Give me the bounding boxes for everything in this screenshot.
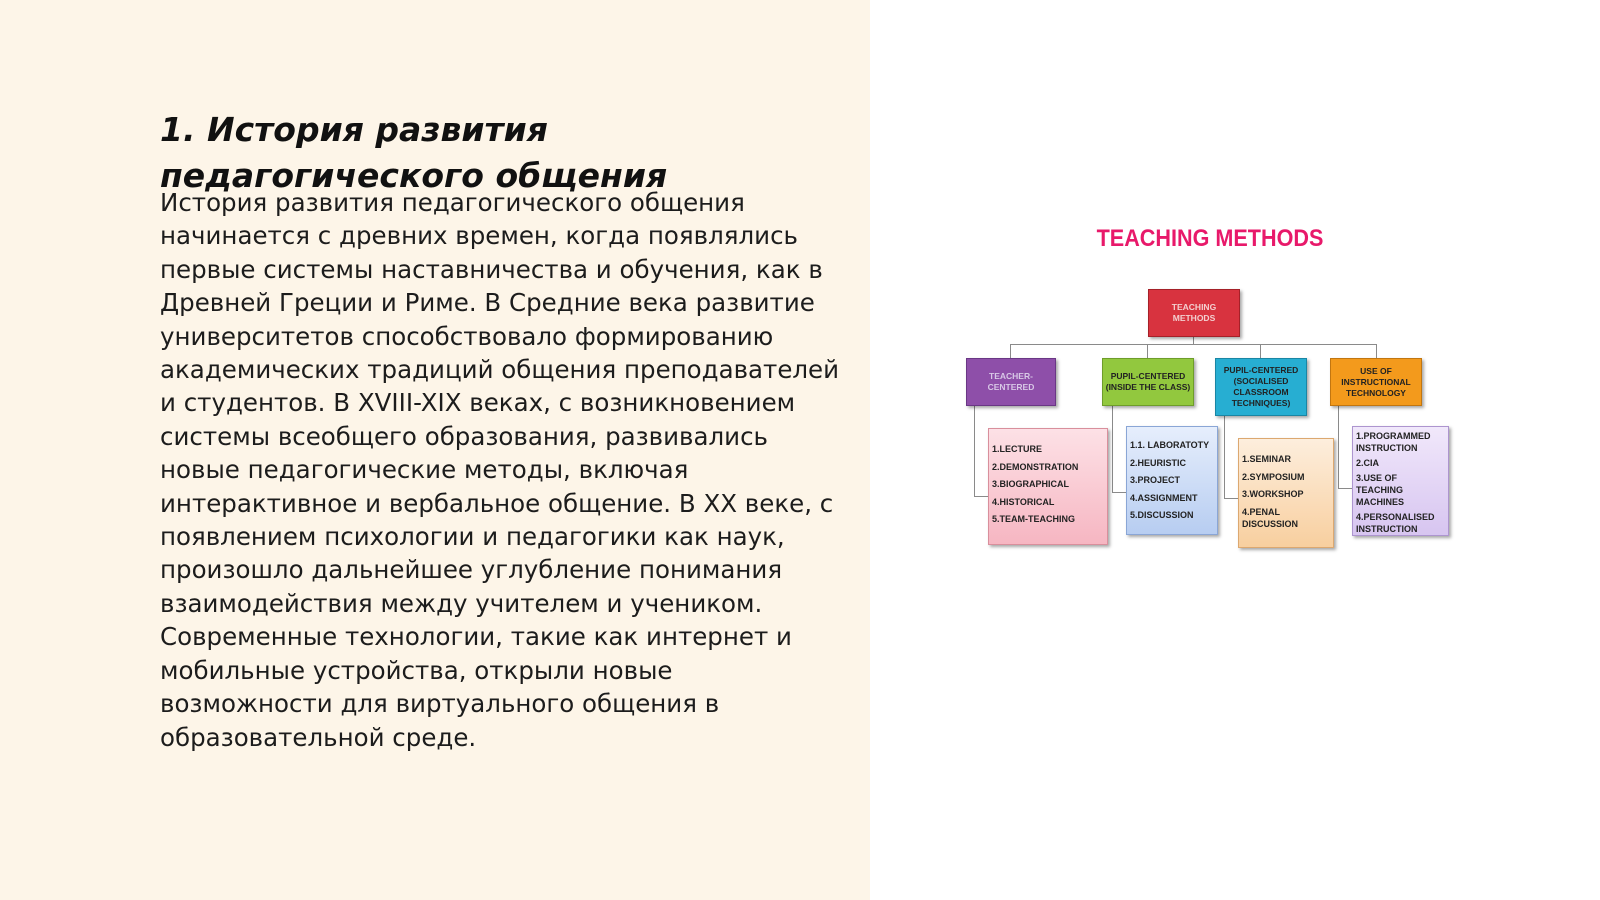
teaching-methods-diagram	[960, 220, 1460, 560]
category-pupil-centered-inside: PUPIL-CENTERED (INSIDE THE CLASS)	[1102, 358, 1194, 406]
connector-pupil-list	[1112, 406, 1113, 492]
list-item: 4.ASSIGNMENT	[1130, 492, 1198, 503]
diagram-title: TEACHING METHODS	[1096, 225, 1324, 252]
root-box-teaching-methods: TEACHING METHODS	[1148, 289, 1240, 337]
category-teacher-centered: TEACHER- CENTERED	[966, 358, 1056, 406]
connector-teacher-list	[974, 406, 975, 496]
list-item: 1.SEMINAR	[1242, 454, 1292, 464]
connector-teacher-drop	[1010, 344, 1011, 358]
list-item: 4.PERSONALISED INSTRUCTION	[1356, 512, 1435, 534]
list-item: 1.LECTURE	[992, 444, 1043, 454]
connector-social-list	[1224, 416, 1225, 498]
slide-body-text: История развития педагогического общения начинается с древних времен, когда появлялись первые системы наставничества и обучения, как в Древней Греции и Риме. В Средние века развитие университетов способствовало формированию академических традиций общения преподавателей и студентов. В XVIII-XIX веках, с возникновением системы всеобщего образования, развивались новые педагогические методы, включая интерактивное и вербальное общение. В XX веке, с появлением психологии и педагогики как наук, произошло дальнейшее углубление понимания взаимодействия между учителем и учеником. Современные технологии, такие как интернет и мобильные устройства, открыли новые возможности для виртуального общения в образовательной среде.	[160, 188, 840, 752]
category-pupil-centered-socialised: PUPIL-CENTERED (SOCIALISED CLASSROOM TECHNIQUES)	[1215, 358, 1307, 416]
list-pupil-centered-socialised	[1238, 438, 1334, 548]
list-item: 3.USE OF TEACHING MACHINES	[1356, 473, 1405, 507]
connector-tech-list-tick	[1338, 488, 1352, 489]
list-item: 3.PROJECT	[1130, 475, 1181, 485]
list-item: 2.CIA	[1356, 458, 1380, 468]
slide-title: 1. История развития педагогического общения	[160, 110, 668, 195]
connector-horizontal-bar	[1010, 344, 1376, 345]
list-instructional-technology	[1352, 426, 1449, 536]
list-item: 3.BIOGRAPHICAL	[992, 479, 1070, 489]
list-teacher-centered	[988, 428, 1108, 545]
list-item: 1.PROGRAMMED INSTRUCTION	[1356, 431, 1431, 453]
list-item: 2.HEURISTIC	[1130, 457, 1187, 468]
list-item: 2.DEMONSTRATION	[992, 461, 1079, 472]
list-item: 1.1. LABORATOTY	[1130, 440, 1210, 450]
list-item: 2.SYMPOSIUM	[1242, 471, 1305, 482]
list-pupil-centered-inside	[1126, 426, 1218, 535]
connector-social-list-tick	[1224, 498, 1238, 499]
list-item: 3.WORKSHOP	[1242, 489, 1304, 499]
connector-teacher-list-tick	[974, 496, 988, 497]
connector-tech-list	[1338, 406, 1339, 488]
list-item: 5.DISCUSSION	[1130, 510, 1194, 520]
connector-social-drop	[1260, 344, 1261, 358]
connector-pupil-list-tick	[1112, 492, 1126, 493]
category-instructional-technology: USE OF INSTRUCTIONAL TECHNOLOGY	[1330, 358, 1422, 406]
list-item: 5.TEAM-TEACHING	[992, 514, 1075, 524]
connector-tech-drop	[1376, 344, 1377, 358]
list-item: 4.PENAL DISCUSSION	[1242, 506, 1299, 529]
connector-pupil-drop	[1147, 344, 1148, 358]
list-item: 4.HISTORICAL	[992, 496, 1055, 507]
